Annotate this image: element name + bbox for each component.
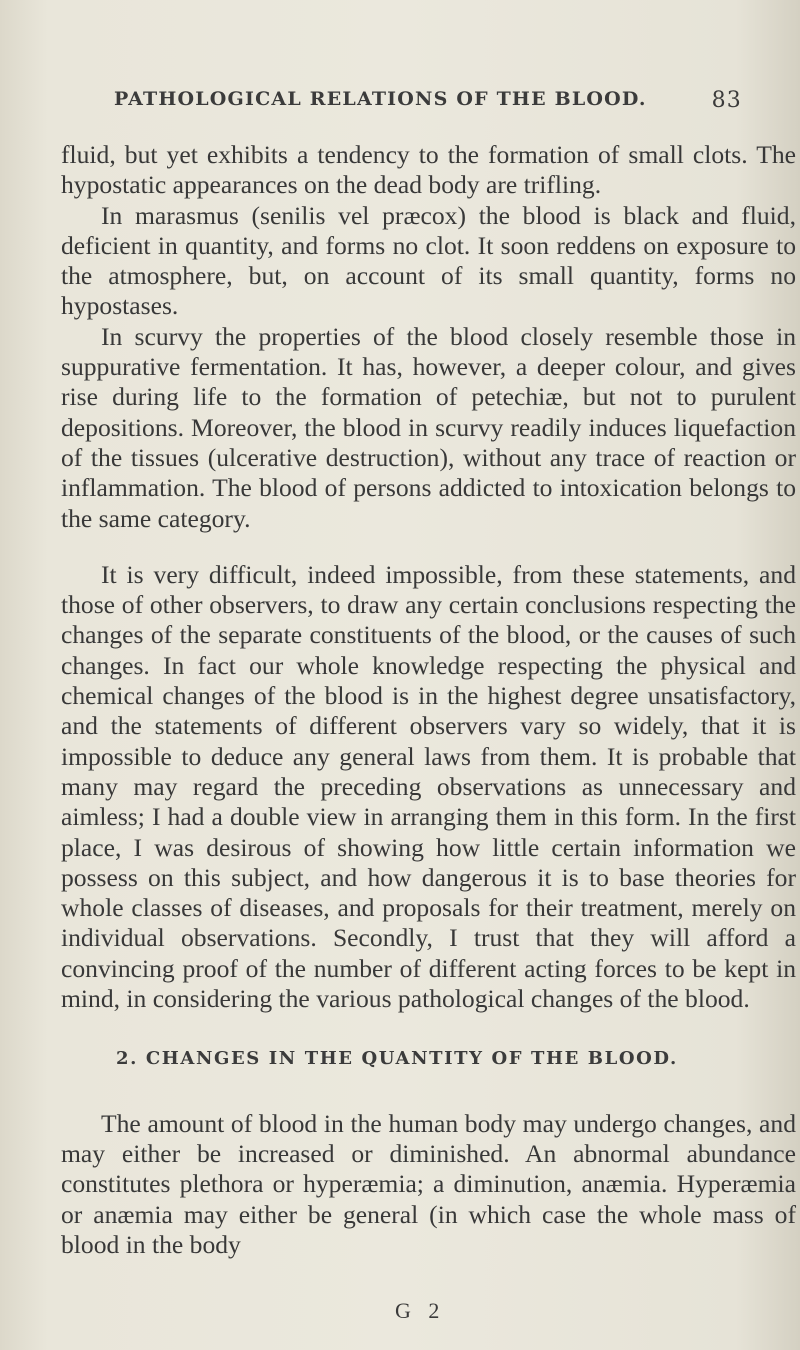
paragraph: It is very difficult, indeed impossible, from these statements, and those of other observers, to draw any certain conclusions respecting the changes of the separate constituents of the blood, or the causes of such changes. In fact our whole knowledge respecting the physical and chemical changes of the blood is in the highest degree unsatisfactory, and the statements of different observers vary so widely, that it is impossible to deduce any general laws from them. It is probable that many may regard the preceding observations as unnecessary and aimless; I had a double view in arranging them in this form. In the first place, I was desirous of showing how little certain information we possess on this subject, and how dangerous it is to base theories for whole classes of diseases, and proposals for their treatment, merely on individual observations. Secondly, I trust that they will afford a convincing proof of the number of different acting forces to be kept in mind, in considering the various pathological changes of the blood. <box>61 559 796 1014</box>
paragraph: In scurvy the properties of the blood closely resemble those in suppurative fermentation. It has, however, a deeper colour, and gives rise during life to the formation of petechiæ, but not to purulent depositions. Moreover, the blood in scurvy readily induces liquefaction of the tissues (ulcerative destruction), without any trace of reaction or inflammation. The blood of persons addicted to intoxication belongs to the same category. <box>61 321 796 533</box>
paragraph: fluid, but yet exhibits a tendency to the formation of small clots. The hypostatic appearances on the dead body are trifling. <box>61 140 796 200</box>
section-paragraph: The amount of blood in the human body may undergo changes, and may either be increased or diminished. An abnormal abundance constitutes plethora or hyperæmia; a diminution, anæmia. Hyperæmia or anæmia may either be general (in which case the whole mass of blood in the body <box>61 1108 796 1259</box>
paragraph: In marasmus (senilis vel præcox) the blood is black and fluid, deficient in quantity, and forms no clot. It soon reddens on exposure to the atmosphere, but, on account of its small quantity, forms no hypostases. <box>61 200 796 321</box>
paragraph-gap <box>61 534 796 560</box>
running-head: PATHOLOGICAL RELATIONS OF THE BLOOD. <box>114 88 647 110</box>
page-header <box>114 88 742 118</box>
section-heading: 2. CHANGES IN THE QUANTITY OF THE BLOOD. <box>116 1048 678 1070</box>
page-number: 83 <box>711 88 742 113</box>
signature-mark: G 2 <box>395 1298 446 1323</box>
body-text <box>61 140 796 1260</box>
